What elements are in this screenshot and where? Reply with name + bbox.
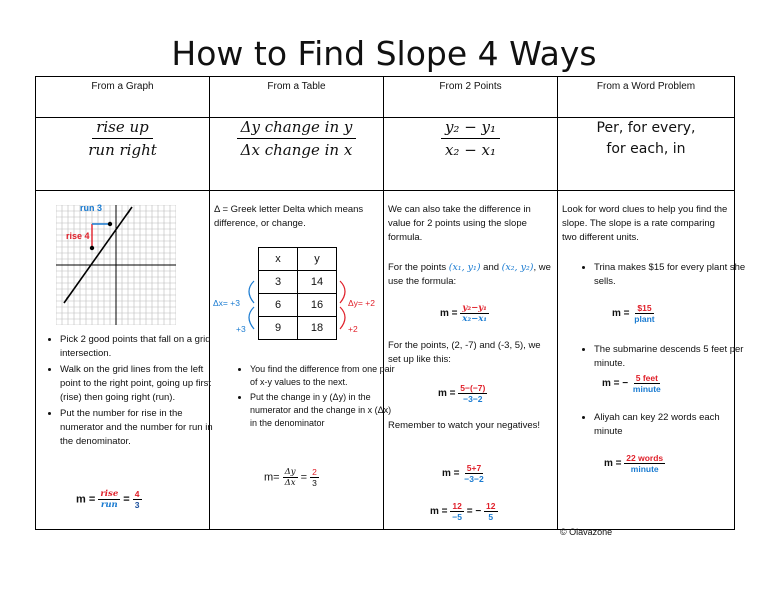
word-intro: Look for word clues to help you find the slope. The slope is a rate comparing two different units. xyxy=(562,204,728,243)
header-graph: From a Graph xyxy=(36,77,210,118)
table-result: m= $\frac{\Delta y}{\Delta x}$ = $\frac{2}{3}$ xyxy=(264,467,317,488)
graph-column xyxy=(36,191,213,530)
xy-table: x y 3 14 6 16 9 18 xyxy=(258,247,337,340)
points-formula-text: For the points (x₁, y₁) and (x₂, y₂), we use the formula: xyxy=(388,262,551,287)
copyright: © Olavazone xyxy=(560,527,613,537)
formula-points: $\frac{\text{y₂ − y₁}}{\text{x₂ − x₁}}$ xyxy=(384,118,558,191)
word-example-2: • The submarine descends 5 feet per minute. xyxy=(572,343,750,373)
word-example-3: • Aliyah can key 22 words each minute xyxy=(572,411,750,441)
graph-bullets: • Pick 2 good points that fall on a grid intersection. • Walk on the grid lines from the left point to the right point, going up first (rise) then going right (run). • Put the number for rise in the numerator and the number for run in the denominator. xyxy=(38,333,226,451)
formula-table: $\frac{\text{Δy change in y}}{\text{Δx change in x}}$ xyxy=(210,118,384,191)
table-column xyxy=(210,191,395,530)
header-points: From 2 Points xyxy=(384,77,558,118)
delta-x-label-2: +3 xyxy=(236,324,246,334)
word-result-3: m = $\frac{\text{22 words}}{\text{minute}}$ xyxy=(604,453,664,474)
example-formula: m = $\frac{5-(-7)}{-3-2}$ xyxy=(438,383,486,404)
page-title: How to Find Slope 4 Ways xyxy=(171,34,597,73)
delta-y-label-2: +2 xyxy=(348,324,358,334)
rise-label: rise 4 xyxy=(66,231,90,241)
table-bullets: • You find the difference from one pair of x-y values to the next. • Put the change in y (Δy) in the numerator and the change in x (Δx) in the denominator xyxy=(228,363,400,432)
points-example-text: For the points, (2, -7) and (-3, 5), we set up like this: xyxy=(388,340,541,365)
slope-methods-table xyxy=(35,76,746,530)
graph-result: m = $\frac{\text{rise}}{\text{run}}$ = $\frac{4}{3}$ xyxy=(76,489,140,510)
word-example-1: • Trina makes $15 for every plant she sells. xyxy=(572,261,750,291)
word-result-1: m = $\frac{\$15}{\text{plant}}$ xyxy=(612,303,655,324)
delta-y-label: Δy= +2 xyxy=(348,298,375,308)
header-word: From a Word Problem xyxy=(558,77,735,118)
word-result-2: m = − $\frac{\text{5 feet}}{\text{minute}}$ xyxy=(602,373,661,394)
run-label: run 3 xyxy=(80,203,103,213)
negatives-reminder: Remember to watch your negatives! xyxy=(388,420,541,431)
final-slope: m = $\frac{12}{-5}$ = − $\frac{12}{5}$ xyxy=(430,501,496,522)
points-column xyxy=(384,191,558,530)
delta-x-label: Δx= +3 xyxy=(213,298,240,308)
formula-word: Per, for every, for each, in xyxy=(558,118,735,191)
header-table: From a Table xyxy=(210,77,384,118)
simplified-formula: m = $\frac{5+7}{-3-2}$ xyxy=(442,463,484,484)
points-intro: We can also take the difference in value for 2 points using the slope formula. xyxy=(388,204,531,243)
word-column xyxy=(558,191,746,530)
table-intro: Δ = Greek letter Delta which means difference, or change. xyxy=(214,204,364,229)
coordinate-graph xyxy=(56,205,176,325)
formula-graph: $\frac{\text{rise up}}{\text{run right}}$ xyxy=(36,118,210,191)
slope-formula: m = $\frac{\text{y₂−y₁}}{\text{x₂−x₁}}$ xyxy=(440,303,487,324)
